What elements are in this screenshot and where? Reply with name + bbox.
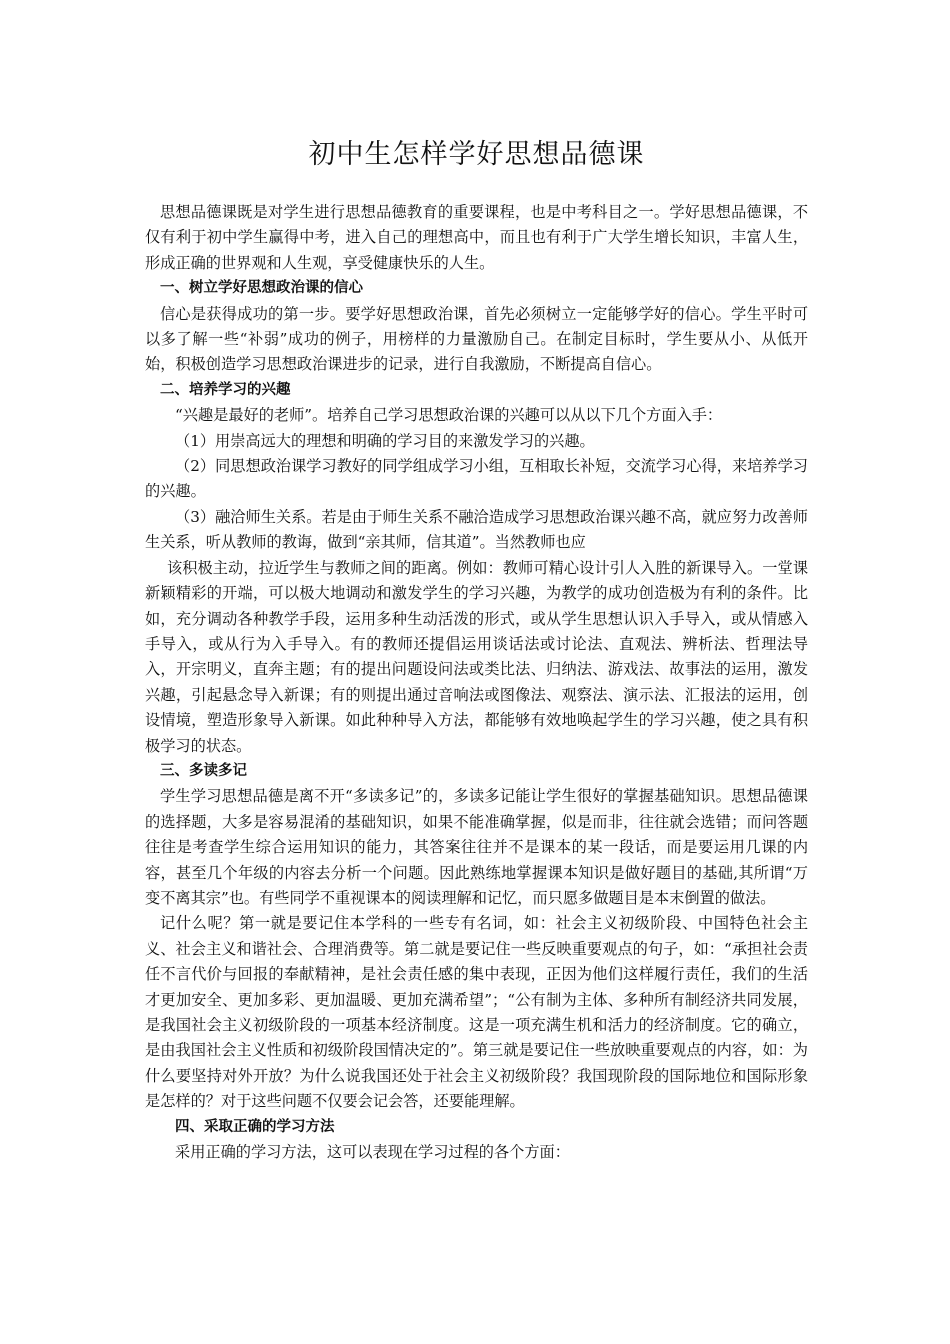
body-paragraph: 记什么呢？第一就是要记住本学科的一些专有名词，如：社会主义初级阶段、中国特色社会主义、社会主义和谐社会、合理消费等。第二就是要记住一些反映重要观点的句子，如：“承担社会责任不言代价与回报的奉献精神，是社会责任感的集中表现，正因为他们这样履行责任，我们的生活才更加安全、更加多彩、更加温暖、更加充满希望”；“公有制为主体、多种所有制经济共同发展，是我国社会主义初级阶段的一项基本经济制度。这是一项充满生机和活力的经济制度。它的确立，是由我国社会主义性质和初级阶段国情决定的”。第三就是要记住一些放映重要观点的内容，如：为什么要坚持对外开放？为什么说我国还处于社会主义初级阶段？我国现阶段的国际地位和国际形象是怎样的？对于这些问题不仅要会记会答，还要能理解。 (145, 914, 808, 1111)
body-paragraph: 信心是获得成功的第一步。要学好思想政治课，首先必须树立一定能够学好的信心。学生平时可以多了解一些“补弱”成功的例子，用榜样的力量激励自己。在制定目标时，学生要从小、从低开始，积极创造学习思想政治课进步的记录，进行自我激励，不断提高自信心。 (145, 304, 808, 374)
list-item: （2）同思想政治课学习教好的同学组成学习小组，互相取长补短，交流学习心得，来培养学习的兴趣。 (145, 457, 808, 501)
list-item: （1）用崇高远大的理想和明确的学习目的来激发学习的兴趣。 (175, 431, 595, 450)
section-heading-2: 二、培养学习的兴趣 (160, 381, 291, 398)
section-heading-4: 四、采取正确的学习方法 (175, 1118, 335, 1135)
document-title: 初中生怎样学好思想品德课 (308, 139, 645, 170)
body-paragraph: “兴趣是最好的老师”。培养自己学习思想政治课的兴趣可以从以下几个方面入手： (175, 406, 723, 425)
body-paragraph: 采用正确的学习方法，这可以表现在学习过程的各个方面： (175, 1143, 570, 1162)
list-item: （3）融洽师生关系。若是由于师生关系不融洽造成学习思想政治课兴趣不高，就应努力改善师生关系，听从教师的教诲，做到“亲其师，信其道”。当然教师也应 (145, 507, 808, 552)
intro-paragraph: 思想品德课既是对学生进行思想品德教育的重要课程，也是中考科目之一。学好思想品德课，不仅有利于初中学生赢得中考，进入自己的理想高中，而且也有利于广大学生增长知识，丰富人生，形成正确的世界观和人生观，享受健康快乐的人生。 (145, 203, 808, 272)
body-paragraph: 该积极主动，拉近学生与教师之间的距离。例如：教师可精心设计引人入胜的新课导入。一堂课新颖精彩的开端，可以极大地调动和激发学生的学习兴趣，为教学的成功创造极为有利的条件。比如，充分调动各种教学手段，运用多种生动活泼的形式，或从学生思想认识入手导入，或从情感入手导入，或从行为入手导入。有的教师还提倡运用谈话法或讨论法、直观法、辨析法、哲理法导入，开宗明义，直奔主题；有的提出问题设问法或类比法、归纳法、游戏法、故事法的运用，激发兴趣，引起悬念导入新课；有的则提出通过音响法或图像法、观察法、演示法、汇报法的运用，创设情境，塑造形象导入新课。如此种种导入方法，都能够有效地唤起学生的学习兴趣，使之具有积极学习的状态。 (145, 558, 808, 755)
document-body (145, 200, 808, 1165)
section-heading-1: 一、树立学好思想政治课的信心 (160, 280, 363, 297)
body-paragraph: 学生学习思想品德是离不开“多读多记”的，多读多记能让学生很好的掌握基础知识。思想品德课的选择题，大多是容易混淆的基础知识，如果不能准确掌握，似是而非，往往就会选错；而问答题往往是考查学生综合运用知识的能力，其答案往往并不是课本的某一段话，而是要运用几课的内容，甚至几个年级的内容去分析一个问题。因此熟练地掌握课本知识是做好题目的基础,其所谓“万变不离其宗”也。有些同学不重视课本的阅读理解和记忆，而只愿多做题目是本末倒置的做法。 (145, 787, 808, 907)
section-heading-3: 三、多读多记 (160, 762, 247, 779)
